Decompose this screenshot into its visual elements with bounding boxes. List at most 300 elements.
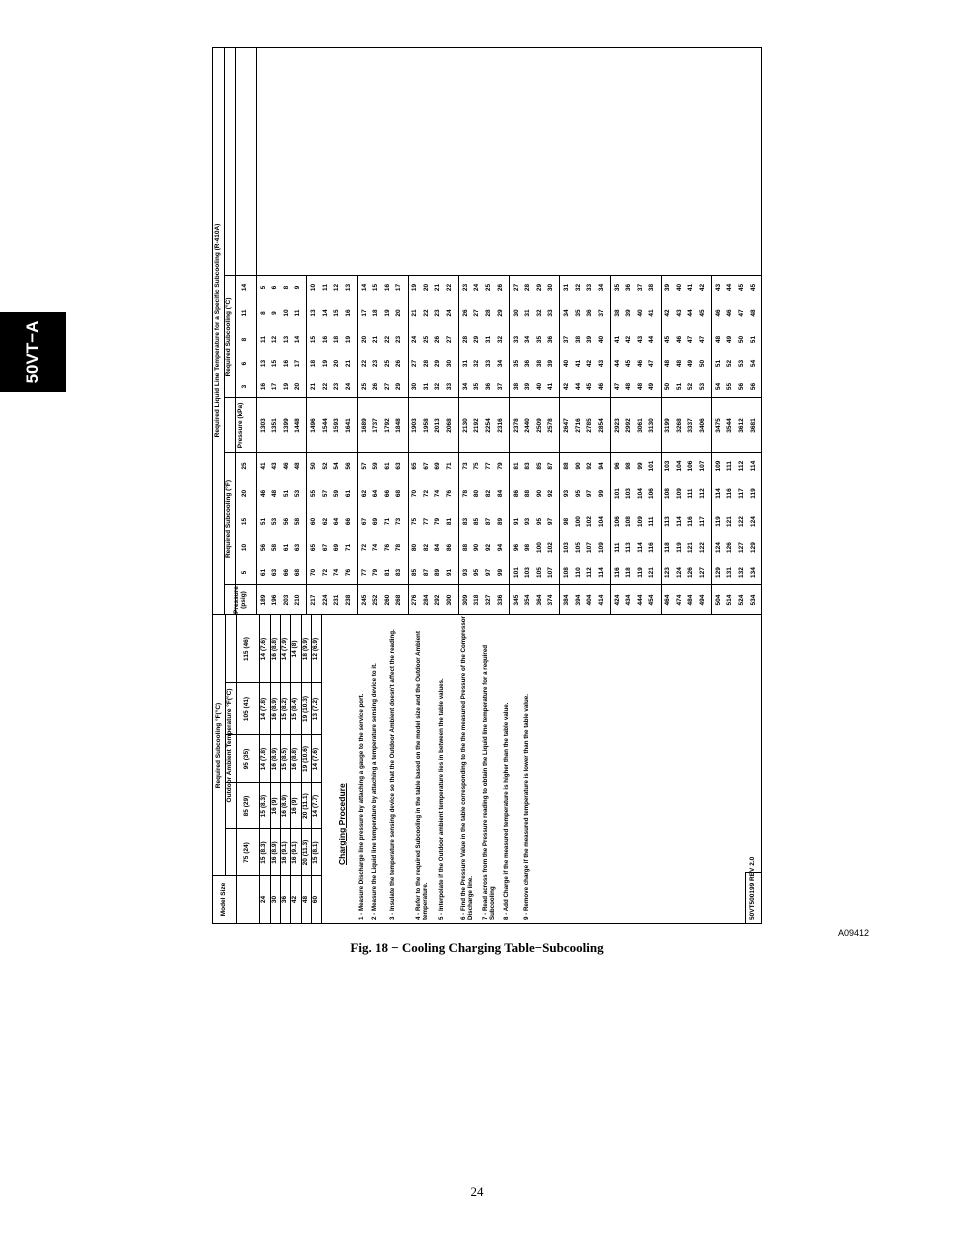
liquid-temp-f-cell: 114 xyxy=(749,460,757,472)
subcooling-cell: 19 (10.6) xyxy=(301,745,309,773)
liquid-temp-c-cell: 31 xyxy=(422,382,430,391)
pressure-kpa-cell: 3337 xyxy=(687,418,695,433)
pressure-psig-cell: 434 xyxy=(625,594,633,606)
liquid-temp-c-cell: 53 xyxy=(698,382,706,391)
liquid-temp-c-cell: 19 xyxy=(344,335,352,344)
liquid-temp-f-cell: 85 xyxy=(411,568,419,577)
liquid-temp-f-cell: 93 xyxy=(461,568,469,577)
liquid-temp-c-cell: 18 xyxy=(310,359,318,368)
liquid-temp-f-cell: 98 xyxy=(563,517,571,526)
liquid-temp-c-cell: 49 xyxy=(687,359,695,368)
rule-line xyxy=(256,47,257,453)
liquid-temp-c-cell: 20 xyxy=(422,283,430,292)
pressure-kpa-cell: 1737 xyxy=(372,418,380,433)
liquid-temp-c-cell: 31 xyxy=(524,309,532,317)
subcooling-cell: 16 (8.8) xyxy=(291,747,299,771)
liquid-temp-f-cell: 108 xyxy=(664,488,672,499)
liquid-temp-c-cell: 11 xyxy=(294,309,302,317)
liquid-temp-c-cell: 21 xyxy=(310,382,318,391)
liquid-temp-f-cell: 83 xyxy=(461,517,469,526)
rule-line xyxy=(458,276,459,453)
liquid-temp-f-cell: 104 xyxy=(675,460,683,472)
liquid-temp-f-cell: 87 xyxy=(422,568,430,577)
liquid-temp-f-cell: 87 xyxy=(547,462,555,470)
liquid-temp-c-cell: 30 xyxy=(445,359,453,368)
procedure-step: 7 - Read across from the Pressure reading to obtain the Liquid line temperature for a required Subcooling xyxy=(482,644,497,920)
subcooling-cell: 14 (7.8) xyxy=(260,747,268,771)
liquid-temp-f-cell: 114 xyxy=(597,567,605,578)
liquid-temp-f-cell: 119 xyxy=(675,542,683,553)
liquid-temp-f-cell: 66 xyxy=(282,568,290,577)
liquid-temp-c-cell: 48 xyxy=(675,359,683,368)
ambient-temp-header: 115 (46) xyxy=(243,637,251,661)
rule-line xyxy=(357,453,358,615)
liquid-temp-c-cell: 13 xyxy=(259,359,267,368)
rule-line xyxy=(610,453,611,615)
pressure-kpa-cell: 1303 xyxy=(259,418,267,433)
liquid-temp-f-cell: 72 xyxy=(321,568,329,577)
pressure-kpa-cell: 2254 xyxy=(485,418,493,433)
pressure-kpa-cell: 2578 xyxy=(547,418,555,433)
subcooling-cell: 13 (7.2) xyxy=(311,697,319,721)
liquid-temp-c-cell: 47 xyxy=(613,382,621,391)
liquid-temp-c-cell: 22 xyxy=(360,359,368,368)
liquid-temp-c-cell: 47 xyxy=(687,335,695,344)
liquid-temp-c-cell: 48 xyxy=(749,309,757,317)
liquid-temp-f-cell: 103 xyxy=(664,460,672,472)
pressure-psig-cell: 284 xyxy=(422,594,430,606)
rule-line xyxy=(559,453,560,615)
liquid-temp-f-cell: 74 xyxy=(333,568,341,577)
charging-table xyxy=(212,47,762,924)
pressure-psig-cell: 300 xyxy=(445,594,453,606)
liquid-temp-f-cell: 52 xyxy=(321,462,329,470)
procedure-step: 8 - Add Charge if the measured temperature is higher than the table value. xyxy=(503,702,510,920)
liquid-temp-c-cell: 20 xyxy=(294,382,302,391)
liquid-temp-f-cell: 53 xyxy=(271,517,279,526)
pressure-kpa-cell: 1958 xyxy=(422,418,430,433)
liquid-temp-c-cell: 22 xyxy=(445,283,453,292)
liquid-temp-c-cell: 24 xyxy=(344,382,352,391)
rule-line xyxy=(509,276,510,453)
liquid-temp-f-cell: 124 xyxy=(749,516,757,527)
liquid-temp-f-cell: 99 xyxy=(597,489,605,498)
liquid-temp-c-cell: 23 xyxy=(333,382,341,391)
liquid-temp-c-cell: 38 xyxy=(512,382,520,391)
liquid-temp-c-cell: 24 xyxy=(411,335,419,344)
liquid-temp-c-cell: 27 xyxy=(383,382,391,391)
liquid-temp-c-cell: 33 xyxy=(445,382,453,391)
liquid-temp-f-cell: 109 xyxy=(714,460,722,472)
liquid-temp-c-cell: 35 xyxy=(574,309,582,317)
liquid-temp-c-cell: 6 xyxy=(271,285,279,290)
liquid-temp-f-cell: 63 xyxy=(395,462,403,470)
liquid-temp-c-cell: 32 xyxy=(496,335,504,344)
pressure-kpa-cell: 2068 xyxy=(445,418,453,433)
liquid-temp-c-cell: 8 xyxy=(259,311,267,315)
liquid-temp-c-cell: 49 xyxy=(648,382,656,391)
liquid-temp-f-cell: 101 xyxy=(648,460,656,472)
liquid-temp-f-cell: 111 xyxy=(648,516,656,527)
pressure-kpa-cell: 2785 xyxy=(586,418,594,433)
pressure-kpa-cell: 2130 xyxy=(461,418,469,433)
liquid-temp-f-cell: 111 xyxy=(726,460,734,472)
subcooling-cell: 14 (7.9) xyxy=(280,637,288,661)
liquid-temp-c-cell: 50 xyxy=(664,382,672,391)
liquid-temp-c-cell: 50 xyxy=(698,359,706,368)
liquid-temp-c-cell: 16 xyxy=(259,382,267,391)
liquid-temp-c-cell: 25 xyxy=(485,283,493,292)
pressure-psig-cell: 336 xyxy=(496,594,504,606)
liquid-temp-c-cell: 28 xyxy=(422,359,430,368)
liquid-temp-f-cell: 61 xyxy=(344,489,352,498)
liquid-temp-f-cell: 93 xyxy=(563,489,571,498)
liquid-temp-c-cell: 36 xyxy=(625,283,633,292)
pressure-kpa-cell: 2992 xyxy=(625,418,633,433)
side-tab xyxy=(0,312,66,392)
liquid-temp-c-cell: 12 xyxy=(271,335,279,344)
liquid-temp-c-cell: 10 xyxy=(310,283,318,292)
liquid-temp-f-cell: 70 xyxy=(411,489,419,498)
liquid-temp-c-cell: 46 xyxy=(675,335,683,344)
side-tab-label: 50VT−A xyxy=(23,320,42,384)
liquid-temp-f-cell: 94 xyxy=(496,543,504,552)
rule-line xyxy=(408,453,409,615)
liquid-temp-c-cell: 46 xyxy=(714,309,722,317)
subcooling-cell: 16 (9.1) xyxy=(280,841,288,864)
liquid-temp-c-cell: 12 xyxy=(333,283,341,292)
liquid-temp-c-cell: 13 xyxy=(344,283,352,292)
liquid-temp-f-cell: 97 xyxy=(547,517,555,526)
model-size-cell: 48 xyxy=(301,895,309,904)
liquid-temp-f-cell: 97 xyxy=(485,568,493,577)
liquid-temp-f-cell: 69 xyxy=(333,543,341,552)
liquid-temp-c-cell: 39 xyxy=(547,359,555,368)
liquid-temp-c-cell: 44 xyxy=(574,382,582,391)
liquid-temp-f-cell: 111 xyxy=(687,488,695,499)
liquid-temp-f-cell: 102 xyxy=(547,542,555,553)
liquid-temp-c-cell: 51 xyxy=(749,335,757,344)
liquid-temp-c-cell: 40 xyxy=(597,335,605,344)
subcooling-cell: 15 (8.2) xyxy=(280,697,288,721)
pressure-psig-cell: 474 xyxy=(675,594,683,606)
pressure-kpa-cell: 1448 xyxy=(294,418,302,433)
liquid-temp-f-cell: 79 xyxy=(496,462,504,470)
model-size-header: Model Size xyxy=(220,882,228,917)
liquid-temp-c-cell: 33 xyxy=(485,359,493,368)
liquid-temp-f-cell: 67 xyxy=(321,543,329,552)
liquid-temp-f-cell: 85 xyxy=(473,517,481,526)
subcooling-f-col: 15 xyxy=(241,517,249,526)
pressure-kpa-cell: 2316 xyxy=(496,418,504,433)
pressure-psig-cell: 196 xyxy=(271,594,279,606)
liquid-temp-f-cell: 73 xyxy=(395,517,403,526)
liquid-temp-c-cell: 11 xyxy=(259,336,267,343)
pressure-psig-cell: 224 xyxy=(321,594,329,606)
liquid-temp-f-cell: 68 xyxy=(395,489,403,498)
rule-line xyxy=(458,453,459,615)
liquid-temp-f-cell: 92 xyxy=(586,462,594,470)
liquid-temp-f-cell: 87 xyxy=(485,517,493,526)
liquid-temp-f-cell: 54 xyxy=(333,462,341,470)
liquid-temp-c-cell: 41 xyxy=(547,382,555,391)
pressure-kpa-cell: 3199 xyxy=(664,418,672,433)
subcooling-cell: 16 (8.9) xyxy=(280,794,288,818)
liquid-temp-c-cell: 42 xyxy=(586,359,594,368)
pressure-psig-cell: 354 xyxy=(524,594,532,606)
liquid-temp-c-cell: 29 xyxy=(473,335,481,344)
liquid-temp-f-cell: 93 xyxy=(524,517,532,526)
liquid-temp-c-cell: 38 xyxy=(613,309,621,317)
liquid-temp-f-cell: 100 xyxy=(574,516,582,527)
pressure-kpa-cell: 3406 xyxy=(698,418,706,433)
pressure-psig-cell: 404 xyxy=(586,594,594,606)
liquid-temp-c-cell: 25 xyxy=(383,359,391,368)
liquid-temp-f-cell: 58 xyxy=(294,517,302,526)
liquid-temp-f-cell: 48 xyxy=(294,462,302,470)
liquid-temp-f-cell: 109 xyxy=(597,542,605,553)
document-code: 50VT500199 REV 2.0 xyxy=(749,856,756,920)
pressure-kpa-header: Pressure (kPa) xyxy=(236,402,244,449)
model-size-cell: 36 xyxy=(280,895,288,904)
pressure-psig-cell: 245 xyxy=(360,594,368,606)
liquid-temp-f-cell: 116 xyxy=(726,488,734,499)
pressure-kpa-cell: 3681 xyxy=(749,418,757,433)
liquid-temp-f-cell: 75 xyxy=(473,462,481,470)
ambient-temp-header: 85 (29) xyxy=(243,795,251,817)
rule-line xyxy=(306,276,307,453)
pressure-kpa-cell: 1641 xyxy=(344,418,352,433)
liquid-temp-f-cell: 57 xyxy=(360,462,368,470)
liquid-temp-f-cell: 84 xyxy=(496,489,504,498)
liquid-temp-c-cell: 36 xyxy=(547,335,555,344)
liquid-temp-c-cell: 41 xyxy=(648,309,656,317)
liquid-temp-c-cell: 39 xyxy=(625,309,633,317)
liquid-temp-c-cell: 13 xyxy=(282,335,290,344)
liquid-temp-f-cell: 111 xyxy=(613,542,621,553)
liquid-temp-f-cell: 63 xyxy=(294,543,302,552)
liquid-temp-c-cell: 22 xyxy=(422,309,430,317)
liquid-temp-f-cell: 59 xyxy=(333,489,341,498)
liquid-temp-c-cell: 50 xyxy=(738,335,746,344)
liquid-temp-c-cell: 44 xyxy=(613,359,621,368)
liquid-temp-c-cell: 37 xyxy=(597,309,605,317)
liquid-temp-f-cell: 75 xyxy=(411,517,419,526)
liquid-temp-c-cell: 24 xyxy=(473,283,481,292)
pressure-psig-cell: 454 xyxy=(648,594,656,606)
model-size-cell: 60 xyxy=(311,895,319,904)
pressure-kpa-cell: 2854 xyxy=(597,418,605,433)
liquid-temp-f-cell: 89 xyxy=(496,517,504,526)
liquid-temp-f-cell: 56 xyxy=(282,517,290,526)
pressure-kpa-cell: 1903 xyxy=(411,418,419,433)
liquid-temp-c-cell: 32 xyxy=(473,359,481,368)
liquid-temp-c-cell: 24 xyxy=(445,309,453,317)
subcooling-cell: 14 (7.8) xyxy=(260,697,268,721)
liquid-temp-c-cell: 51 xyxy=(675,382,683,391)
liquid-temp-f-cell: 88 xyxy=(524,489,532,498)
rule-line xyxy=(306,453,307,615)
liquid-temp-f-cell: 80 xyxy=(473,489,481,498)
liquid-temp-f-cell: 99 xyxy=(496,568,504,577)
subcooling-cell: 20 (11.1) xyxy=(301,793,309,819)
liquid-temp-f-cell: 108 xyxy=(625,516,633,527)
liquid-temp-c-cell: 37 xyxy=(496,382,504,391)
pressure-kpa-cell: 1593 xyxy=(333,418,341,433)
pressure-kpa-cell: 2716 xyxy=(574,418,582,433)
liquid-temp-f-cell: 122 xyxy=(698,542,706,553)
liquid-temp-f-cell: 109 xyxy=(675,488,683,499)
liquid-temp-c-cell: 31 xyxy=(461,359,469,368)
procedure-step: 1 - Measure Discharge line pressure by attaching a gauge to the service port. xyxy=(358,693,365,920)
procedure-step: 5 - Interpolate if the Outdoor ambient temperature lies in between the table values. xyxy=(438,678,445,920)
subcooling-cell: 16 (9) xyxy=(291,797,299,815)
left-table-subtitle: Outdoor Ambient Temperature °F(°C) xyxy=(226,688,234,803)
liquid-temp-f-cell: 86 xyxy=(512,489,520,498)
liquid-temp-c-cell: 13 xyxy=(310,309,318,317)
pressure-psig-cell: 318 xyxy=(473,594,481,606)
liquid-temp-c-cell: 45 xyxy=(664,335,672,344)
liquid-temp-c-cell: 29 xyxy=(496,309,504,317)
pressure-kpa-cell: 3475 xyxy=(714,418,722,433)
liquid-temp-f-cell: 110 xyxy=(574,567,582,578)
rule-line xyxy=(509,453,510,615)
liquid-temp-c-cell: 27 xyxy=(512,283,520,292)
liquid-temp-f-cell: 92 xyxy=(547,489,555,498)
liquid-temp-c-cell: 34 xyxy=(496,359,504,368)
rule-line xyxy=(711,276,712,453)
pressure-psig-cell: 384 xyxy=(563,594,571,606)
pressure-kpa-cell: 3061 xyxy=(636,418,644,433)
subcooling-f-col: 20 xyxy=(241,489,249,498)
subcooling-cell: 16 (8.9) xyxy=(270,697,278,721)
procedure-step: 2 - Measure the Liquid line temperature by attaching a temperature sensing device to it. xyxy=(371,663,378,920)
liquid-temp-f-cell: 119 xyxy=(749,488,757,499)
liquid-temp-c-cell: 45 xyxy=(698,309,706,317)
liquid-temp-f-cell: 76 xyxy=(383,543,391,552)
liquid-temp-f-cell: 78 xyxy=(461,489,469,498)
liquid-temp-c-cell: 39 xyxy=(524,382,532,391)
liquid-temp-f-cell: 72 xyxy=(360,543,368,552)
liquid-temp-f-cell: 68 xyxy=(294,568,302,577)
liquid-temp-c-cell: 51 xyxy=(714,359,722,368)
liquid-temp-f-cell: 119 xyxy=(714,516,722,527)
liquid-temp-c-cell: 43 xyxy=(675,309,683,317)
liquid-temp-f-cell: 131 xyxy=(726,567,734,578)
pressure-psig-cell: 268 xyxy=(395,594,403,606)
liquid-temp-f-cell: 80 xyxy=(411,543,419,552)
liquid-temp-c-cell: 35 xyxy=(473,382,481,391)
liquid-temp-f-cell: 86 xyxy=(445,543,453,552)
liquid-temp-c-cell: 47 xyxy=(738,309,746,317)
liquid-temp-f-cell: 81 xyxy=(383,568,391,577)
pressure-psig-header: Pressure (psig) xyxy=(233,586,247,614)
figure-code: A09412 xyxy=(838,928,870,938)
ambient-temp-header: 105 (41) xyxy=(243,696,251,722)
rule-line xyxy=(661,453,662,615)
liquid-temp-c-cell: 40 xyxy=(535,382,543,391)
liquid-temp-f-cell: 90 xyxy=(574,462,582,470)
liquid-temp-f-cell: 48 xyxy=(271,489,279,498)
pressure-kpa-cell: 1689 xyxy=(360,418,368,433)
liquid-temp-f-cell: 105 xyxy=(574,542,582,553)
pressure-kpa-cell: 2192 xyxy=(473,418,481,433)
liquid-temp-c-cell: 29 xyxy=(434,359,442,368)
subcooling-c-col: 6 xyxy=(241,361,249,366)
liquid-temp-f-cell: 67 xyxy=(360,517,368,526)
liquid-temp-c-cell: 23 xyxy=(461,283,469,292)
liquid-temp-c-cell: 45 xyxy=(625,359,633,368)
liquid-temp-f-cell: 79 xyxy=(434,517,442,526)
liquid-temp-f-cell: 51 xyxy=(259,517,267,526)
liquid-temp-f-cell: 134 xyxy=(749,567,757,578)
pressure-psig-cell: 394 xyxy=(574,594,582,606)
rule-line xyxy=(321,615,322,923)
subcooling-f-col: 25 xyxy=(241,462,249,470)
subcooling-c-col: 14 xyxy=(241,283,249,292)
liquid-temp-c-cell: 23 xyxy=(372,359,380,368)
liquid-temp-f-cell: 129 xyxy=(749,542,757,553)
liquid-temp-f-cell: 46 xyxy=(259,489,267,498)
liquid-temp-c-cell: 42 xyxy=(563,382,571,391)
liquid-temp-c-cell: 30 xyxy=(411,382,419,391)
liquid-temp-c-cell: 19 xyxy=(321,359,329,368)
liquid-temp-f-cell: 121 xyxy=(687,542,695,553)
liquid-temp-f-cell: 56 xyxy=(344,462,352,470)
liquid-temp-c-cell: 34 xyxy=(461,382,469,391)
pressure-psig-cell: 364 xyxy=(535,594,543,606)
liquid-temp-c-cell: 47 xyxy=(648,359,656,368)
liquid-temp-f-cell: 124 xyxy=(675,567,683,578)
pressure-psig-cell: 327 xyxy=(485,594,493,606)
liquid-temp-f-cell: 90 xyxy=(473,543,481,552)
liquid-temp-c-cell: 49 xyxy=(726,335,734,344)
liquid-temp-f-cell: 69 xyxy=(434,462,442,470)
liquid-temp-c-cell: 30 xyxy=(512,309,520,317)
liquid-temp-c-cell: 41 xyxy=(613,335,621,344)
liquid-temp-f-cell: 69 xyxy=(372,517,380,526)
liquid-temp-c-cell: 15 xyxy=(372,283,380,292)
liquid-temp-c-cell: 19 xyxy=(282,382,290,391)
liquid-temp-f-cell: 122 xyxy=(738,516,746,527)
liquid-temp-f-cell: 88 xyxy=(563,462,571,470)
liquid-temp-c-cell: 40 xyxy=(563,359,571,368)
subcooling-cell: 14 (7.6) xyxy=(311,747,319,771)
liquid-temp-f-cell: 106 xyxy=(687,460,695,472)
liquid-temp-c-cell: 55 xyxy=(726,382,734,391)
liquid-temp-c-cell: 34 xyxy=(597,283,605,292)
rule-line xyxy=(256,453,257,615)
liquid-temp-f-cell: 74 xyxy=(372,543,380,552)
liquid-temp-c-cell: 9 xyxy=(271,311,279,315)
liquid-temp-c-cell: 42 xyxy=(698,283,706,292)
charging-table-frame xyxy=(212,47,762,924)
liquid-temp-f-cell: 82 xyxy=(485,489,493,498)
pressure-psig-cell: 292 xyxy=(434,594,442,606)
liquid-temp-f-cell: 62 xyxy=(360,489,368,498)
liquid-temp-f-cell: 90 xyxy=(535,489,543,498)
liquid-temp-f-cell: 78 xyxy=(395,543,403,552)
liquid-temp-c-cell: 23 xyxy=(395,335,403,344)
liquid-temp-f-cell: 127 xyxy=(698,567,706,578)
subcooling-cell: 20 (11.3) xyxy=(301,839,309,866)
liquid-temp-f-cell: 96 xyxy=(613,462,621,470)
pressure-psig-cell: 424 xyxy=(613,594,621,606)
liquid-temp-c-cell: 46 xyxy=(636,359,644,368)
liquid-temp-c-cell: 41 xyxy=(687,283,695,292)
pressure-psig-cell: 276 xyxy=(411,594,419,606)
liquid-temp-c-cell: 42 xyxy=(625,335,633,344)
